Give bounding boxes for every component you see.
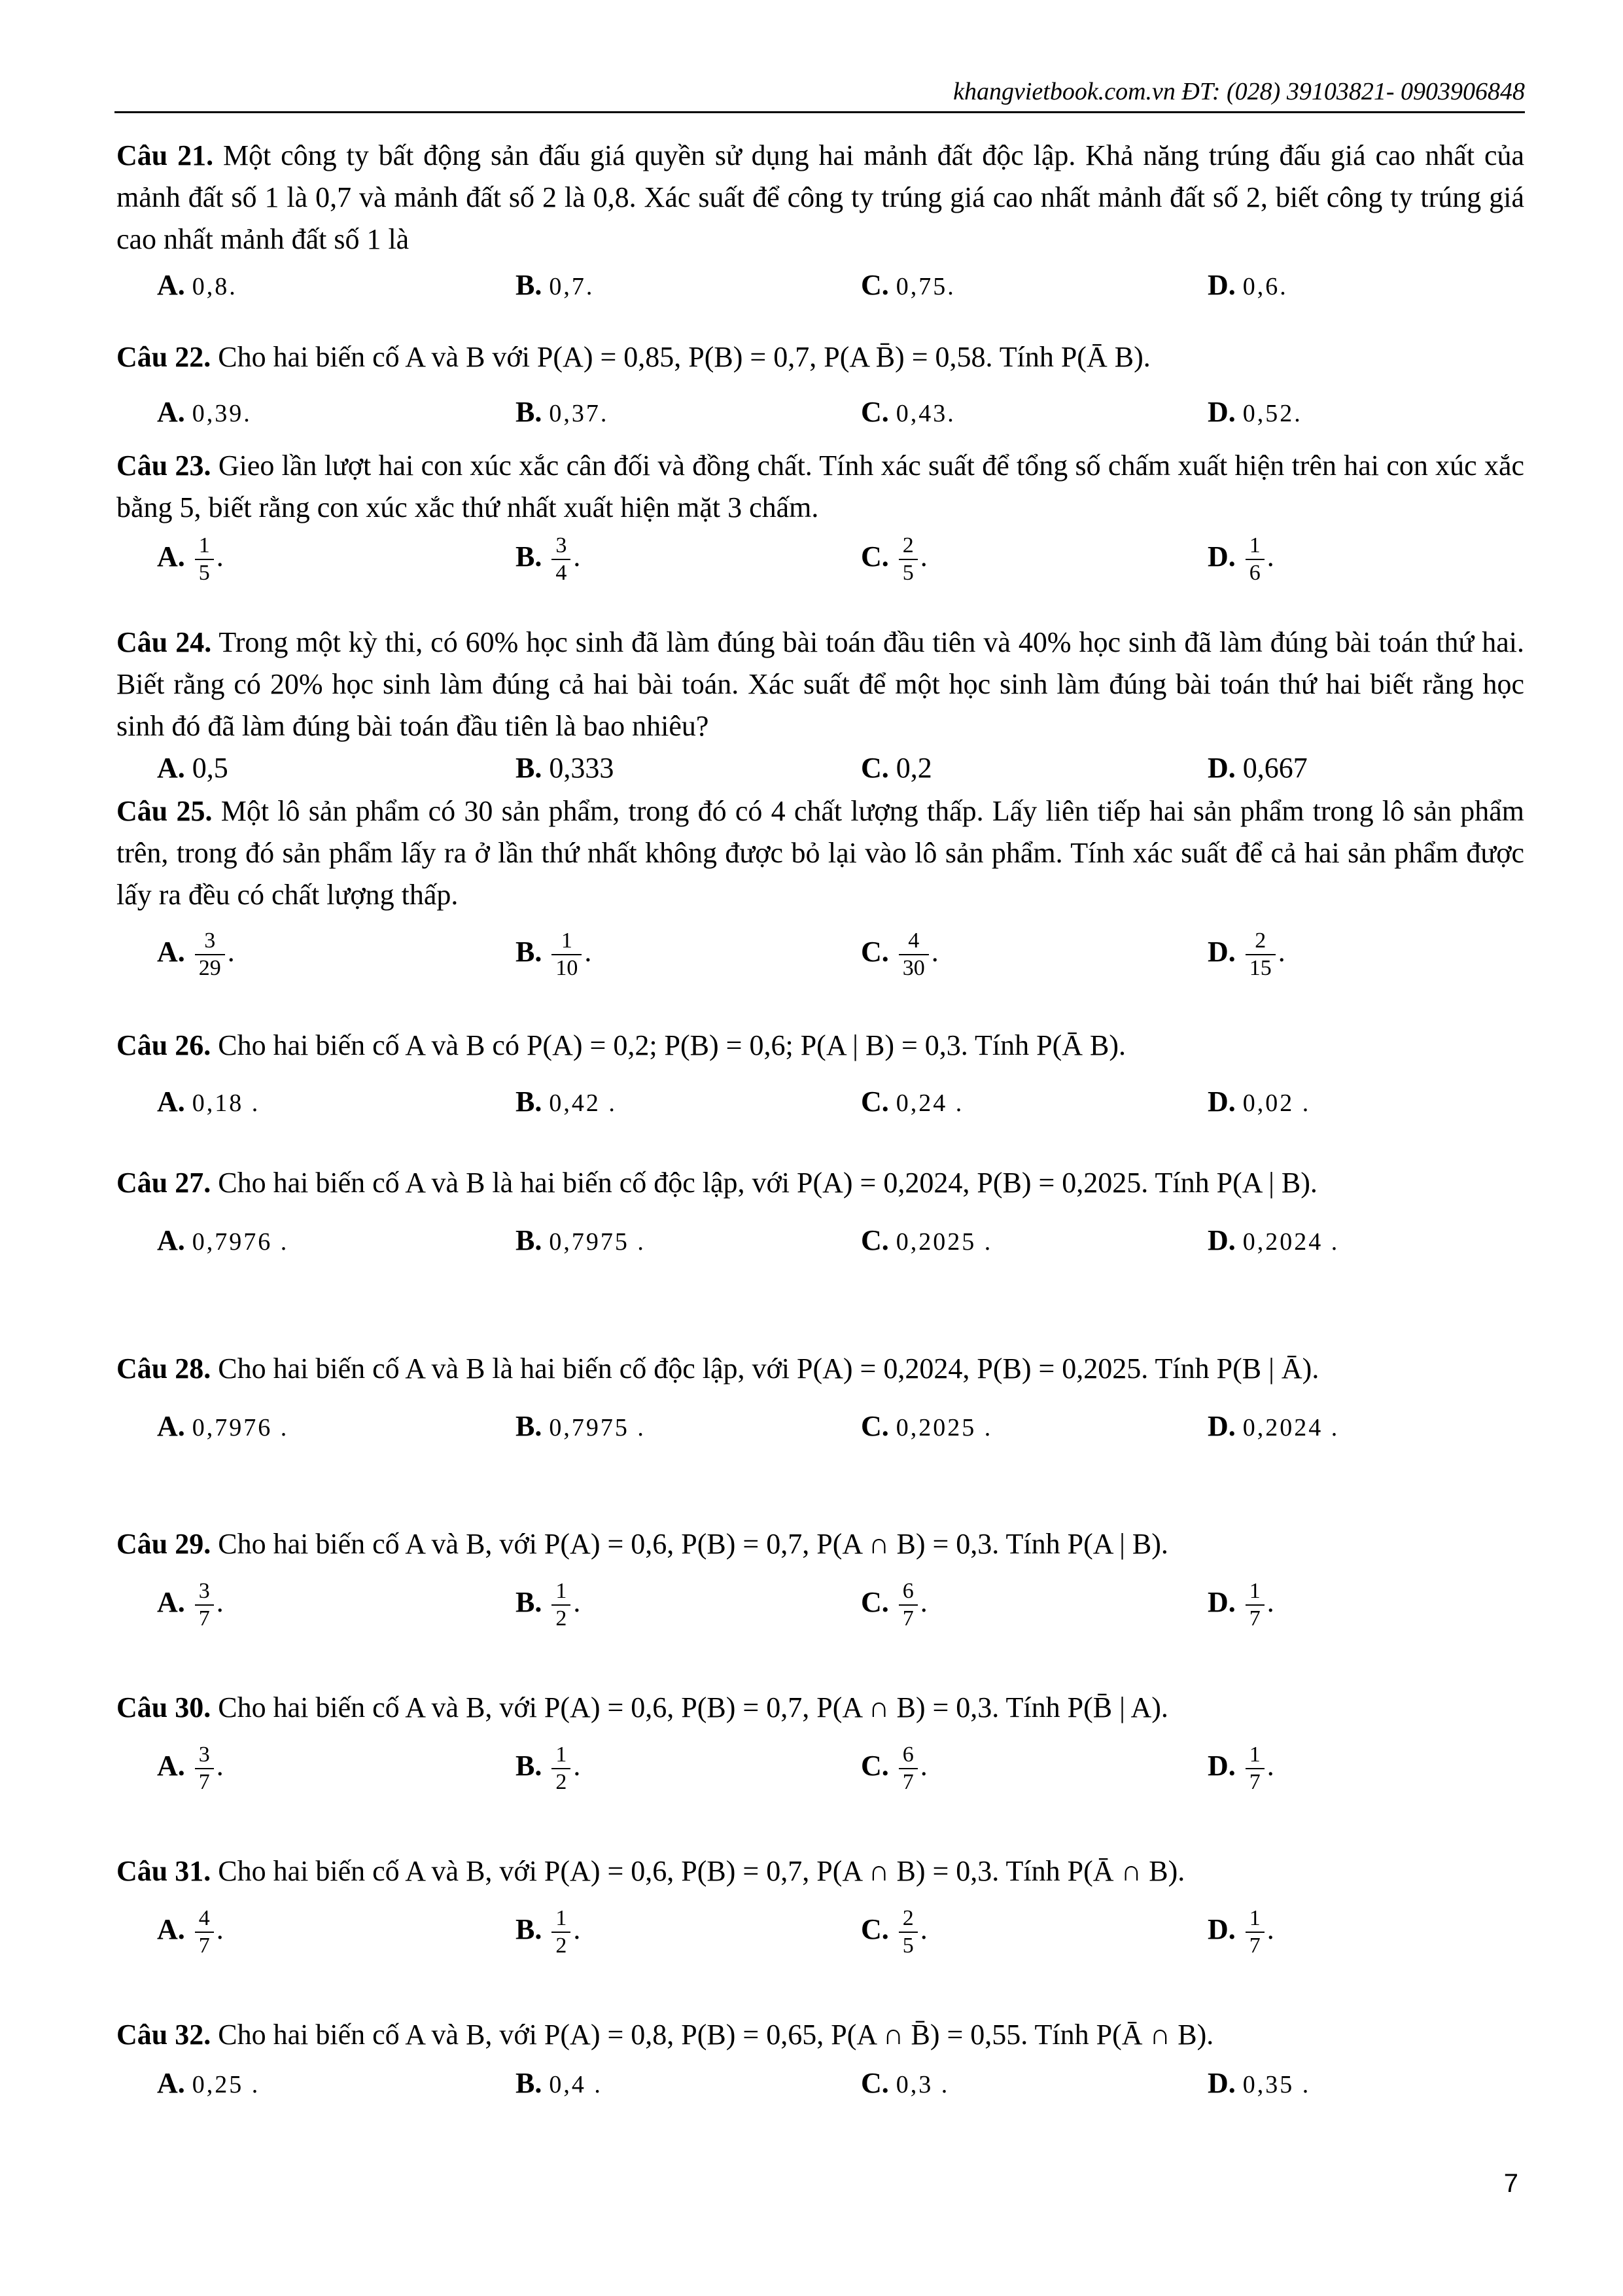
option-a[interactable]: A. 0,7976 .	[157, 1224, 289, 1256]
page-number: 7	[1503, 2169, 1518, 2198]
option-c[interactable]: C. $\frac{6}{7}$ .	[861, 1579, 928, 1631]
option-d[interactable]: D. 0,02 .	[1208, 1086, 1311, 1118]
page-header: khangvietbook.com.vn ĐT: (028) 39103821- 0903906848	[114, 77, 1525, 113]
option-c[interactable]: C. 0,2025 .	[861, 1410, 993, 1442]
option-a[interactable]: A. $\frac{3}{29}$ .	[157, 928, 235, 980]
question-body: Cho hai biến cố A và B, với P(A) = 0,6, P(B) = 0,7, P(A ∩ B) = 0,3. Tính P(A | B).	[218, 1528, 1168, 1560]
option-b[interactable]: B. $\frac{3}{4}$ .	[515, 533, 581, 585]
option-d[interactable]: D. $\frac{1}{7}$ .	[1208, 1742, 1274, 1794]
question-23: Câu 23. Gieo lần lượt hai con xúc xắc cân đối và đồng chất. Tính xác suất để tổng số chấm xuất hiện trên hai con xúc xắc bằng 5, biết rằng con xúc xắc thứ nhất xuất hiện mặt 3 chấm. A. $\frac{1}{5}$ . B. $\frac{3}{4}$ . C. $\frac{2}{5}$ . D. $\frac{1}{6}$ .	[116, 450, 1525, 585]
question-21	[116, 135, 1524, 310]
option-b[interactable]: B. $\frac{1}{10}$ .	[515, 928, 592, 980]
question-body: Trong một kỳ thi, có 60% học sinh đã làm đúng bài toán đầu tiên và 40% học sinh đã làm đúng bài toán thứ hai. Biết rằng có 20% học sinh làm đúng cả hai bài toán. Xác suất để một học sinh làm đúng bài toán thứ hai biết rằng học sinh đó đã làm đúng bài toán đầu tiên là bao nhiêu?	[116, 626, 1524, 742]
question-22: Câu 22. Cho hai biến cố A và B với P(A) = 0,85, P(B) = 0,7, P(A B̄) = 0,58. Tính P(Ā B). A. 0,39. B. 0,37. C. 0,43. D. 0,52.	[116, 336, 1524, 437]
question-body: Cho hai biến cố A và B với P(A) = 0,85, P(B) = 0,7, P(A B̄) = 0,58. Tính P(Ā B).	[218, 341, 1151, 373]
question-body: Một công ty bất động sản đấu giá quyền sử dụng hai mảnh đất độc lập. Khả năng trúng đấu giá cao nhất của mảnh đất số 1 là 0,7 và mảnh đất số 2 là 0,8. Xác suất để công ty trúng giá cao nhất mảnh đất số 2, biết công ty trúng giá cao nhất mảnh đất số 1 là	[116, 139, 1525, 255]
option-d[interactable]: D. $\frac{1}{7}$ .	[1208, 1579, 1274, 1631]
options	[116, 264, 1524, 310]
question-30: Câu 30. Cho hai biến cố A và B, với P(A) = 0,6, P(B) = 0,7, P(A ∩ B) = 0,3. Tính P(B̄ | A). A. $\frac{3}{7}$ . B. $\frac{1}{2}$ . C. $\frac{6}{7}$ . D. $\frac{1}{7}$ .	[116, 1691, 1274, 1794]
question-label: Câu 21.	[116, 139, 214, 171]
option-a[interactable]: A. 0,8.	[157, 269, 237, 301]
option-b[interactable]: B. 0,7.	[515, 269, 595, 301]
option-c[interactable]: C. $\frac{2}{5}$ .	[861, 533, 928, 585]
option-a[interactable]: A. 0,18 .	[157, 1086, 260, 1118]
question-body: Một lô sản phẩm có 30 sản phẩm, trong đó có 4 chất lượng thấp. Lấy liên tiếp hai sản phẩm trong lô sản phẩm trên, trong đó sản phẩm lấy ra ở lần thứ nhất không được bỏ lại vào lô sản phẩm. Tính xác suất để cả hai sản phẩm được lấy ra đều có chất lượng thấp.	[116, 795, 1525, 911]
option-d[interactable]: D. 0,52.	[1208, 396, 1302, 428]
option-b[interactable]: B. 0,7975 .	[515, 1224, 646, 1256]
question-body: Cho hai biến cố A và B là hai biến cố độc lập, với P(A) = 0,2024, P(B) = 0,2025. Tính P(A | B).	[218, 1167, 1318, 1199]
question-body: Cho hai biến cố A và B, với P(A) = 0,6, P(B) = 0,7, P(A ∩ B) = 0,3. Tính P(B̄ | A).	[218, 1691, 1168, 1723]
option-a[interactable]: A. $\frac{3}{7}$ .	[157, 1742, 224, 1794]
option-c[interactable]: C. 0,3 .	[861, 2067, 950, 2099]
question-26: Câu 26. Cho hai biến cố A và B có P(A) = 0,2; P(B) = 0,6; P(A | B) = 0,3. Tính P(Ā B). A. 0,18 . B. 0,42 . C. 0,24 . D. 0,02 .	[116, 1025, 1524, 1127]
question-body: Cho hai biến cố A và B, với P(A) = 0,6, P(B) = 0,7, P(A ∩ B) = 0,3. Tính P(Ā ∩ B).	[218, 1855, 1185, 1887]
option-a[interactable]: A. 0,5	[157, 752, 228, 784]
option-c[interactable]: C. $\frac{2}{5}$ .	[861, 1906, 928, 1958]
option-a[interactable]: A. 0,7976 .	[157, 1410, 289, 1442]
option-c[interactable]: C. 0,75.	[861, 269, 956, 301]
option-d[interactable]: D. 0,2024 .	[1208, 1410, 1340, 1442]
question-29: Câu 29. Cho hai biến cố A và B, với P(A) = 0,6, P(B) = 0,7, P(A ∩ B) = 0,3. Tính P(A | B). A. $\frac{3}{7}$ . B. $\frac{1}{2}$ . C. $\frac{6}{7}$ . D. $\frac{1}{7}$ .	[116, 1528, 1274, 1631]
option-b[interactable]: B. 0,42 .	[515, 1086, 617, 1118]
question-24: Câu 24. Trong một kỳ thi, có 60% học sinh đã làm đúng bài toán đầu tiên và 40% học sinh đã làm đúng bài toán thứ hai. Biết rằng có 20% học sinh làm đúng cả hai bài toán. Xác suất để một học sinh làm đúng bài toán thứ hai biết rằng học sinh đó đã làm đúng bài toán đầu tiên là bao nhiêu? A. 0,5 B. 0,333 C. 0,2 D. 0,667	[116, 622, 1524, 793]
option-a[interactable]: A. $\frac{3}{7}$ .	[157, 1579, 224, 1631]
question-body: Cho hai biến cố A và B có P(A) = 0,2; P(B) = 0,6; P(A | B) = 0,3. Tính P(Ā B).	[218, 1029, 1126, 1061]
option-d[interactable]: D. 0,6.	[1208, 269, 1288, 301]
question-27: Câu 27. Cho hai biến cố A và B là hai biến cố độc lập, với P(A) = 0,2024, P(B) = 0,2025. Tính P(A | B). A. 0,7976 . B. 0,7975 . C. 0,2025 . D. 0,2024 .	[116, 1149, 1524, 1265]
option-d[interactable]: D. $\frac{1}{6}$ .	[1208, 533, 1274, 585]
option-a[interactable]: A. $\frac{1}{5}$ .	[157, 533, 224, 585]
question-31: Câu 31. Cho hai biến cố A và B, với P(A) = 0,6, P(B) = 0,7, P(A ∩ B) = 0,3. Tính P(Ā ∩ B). A. $\frac{4}{7}$ . B. $\frac{1}{2}$ . C. $\frac{2}{5}$ . D. $\frac{1}{7}$ .	[116, 1855, 1274, 1958]
option-c[interactable]: C. 0,24 .	[861, 1086, 964, 1118]
question-text	[116, 135, 1524, 260]
question-28: Câu 28. Cho hai biến cố A và B là hai biến cố độc lập, với P(A) = 0,2024, P(B) = 0,2025. Tính P(B | Ā). A. 0,7976 . B. 0,7975 . C. 0,2025 . D. 0,2024 .	[116, 1335, 1524, 1451]
option-c[interactable]: C. $\frac{4}{30}$ .	[861, 928, 939, 980]
option-d[interactable]: D. $\frac{2}{15}$ .	[1208, 928, 1285, 980]
option-c[interactable]: C. 0,2025 .	[861, 1224, 993, 1256]
option-a[interactable]: A. 0,25 .	[157, 2067, 260, 2099]
option-c[interactable]: C. $\frac{6}{7}$ .	[861, 1742, 928, 1794]
option-d[interactable]: D. $\frac{1}{7}$ .	[1208, 1906, 1274, 1958]
question-32: Câu 32. Cho hai biến cố A và B, với P(A) = 0,8, P(B) = 0,65, P(A ∩ B̄) = 0,55. Tính P(Ā ∩ B). A. 0,25 . B. 0,4 . C. 0,3 . D. 0,35 .	[116, 2014, 1524, 2108]
option-d[interactable]: D. 0,667	[1208, 752, 1308, 784]
option-c[interactable]: C. 0,43.	[861, 396, 956, 428]
option-a[interactable]: A. $\frac{4}{7}$ .	[157, 1906, 224, 1958]
option-b[interactable]: B. 0,7975 .	[515, 1410, 646, 1442]
question-body: Gieo lần lượt hai con xúc xắc cân đối và đồng chất. Tính xác suất để tổng số chấm xuất hiện trên hai con xúc xắc bằng 5, biết rằng con xúc xắc thứ nhất xuất hiện mặt 3 chấm.	[116, 450, 1525, 523]
question-body: Cho hai biến cố A và B, với P(A) = 0,8, P(B) = 0,65, P(A ∩ B̄) = 0,55. Tính P(Ā ∩ B).	[218, 2019, 1214, 2051]
question-25: Câu 25. Một lô sản phẩm có 30 sản phẩm, trong đó có 4 chất lượng thấp. Lấy liên tiếp hai sản phẩm trong lô sản phẩm trên, trong đó sản phẩm lấy ra ở lần thứ nhất không được bỏ lại vào lô sản phẩm. Tính xác suất để cả hai sản phẩm được lấy ra đều có chất lượng thấp. A. $\frac{3}{29}$ . B. $\frac{1}{10}$ . C. $\frac{4}{30}$ . D. $\frac{2}{15}$ .	[116, 795, 1525, 980]
option-c[interactable]: C. 0,2	[861, 752, 932, 784]
option-d[interactable]: D. 0,35 .	[1208, 2067, 1311, 2099]
question-body: Cho hai biến cố A và B là hai biến cố độc lập, với P(A) = 0,2024, P(B) = 0,2025. Tính P(B | Ā).	[218, 1352, 1319, 1385]
option-b[interactable]: B. $\frac{1}{2}$ .	[515, 1742, 581, 1794]
option-b[interactable]: B. 0,333	[515, 752, 614, 784]
option-b[interactable]: B. $\frac{1}{2}$ .	[515, 1579, 581, 1631]
option-b[interactable]: B. 0,4 .	[515, 2067, 602, 2099]
option-d[interactable]: D. 0,2024 .	[1208, 1224, 1340, 1256]
option-b[interactable]: B. $\frac{1}{2}$ .	[515, 1906, 581, 1958]
option-a[interactable]: A. 0,39.	[157, 396, 252, 428]
option-b[interactable]: B. 0,37.	[515, 396, 609, 428]
